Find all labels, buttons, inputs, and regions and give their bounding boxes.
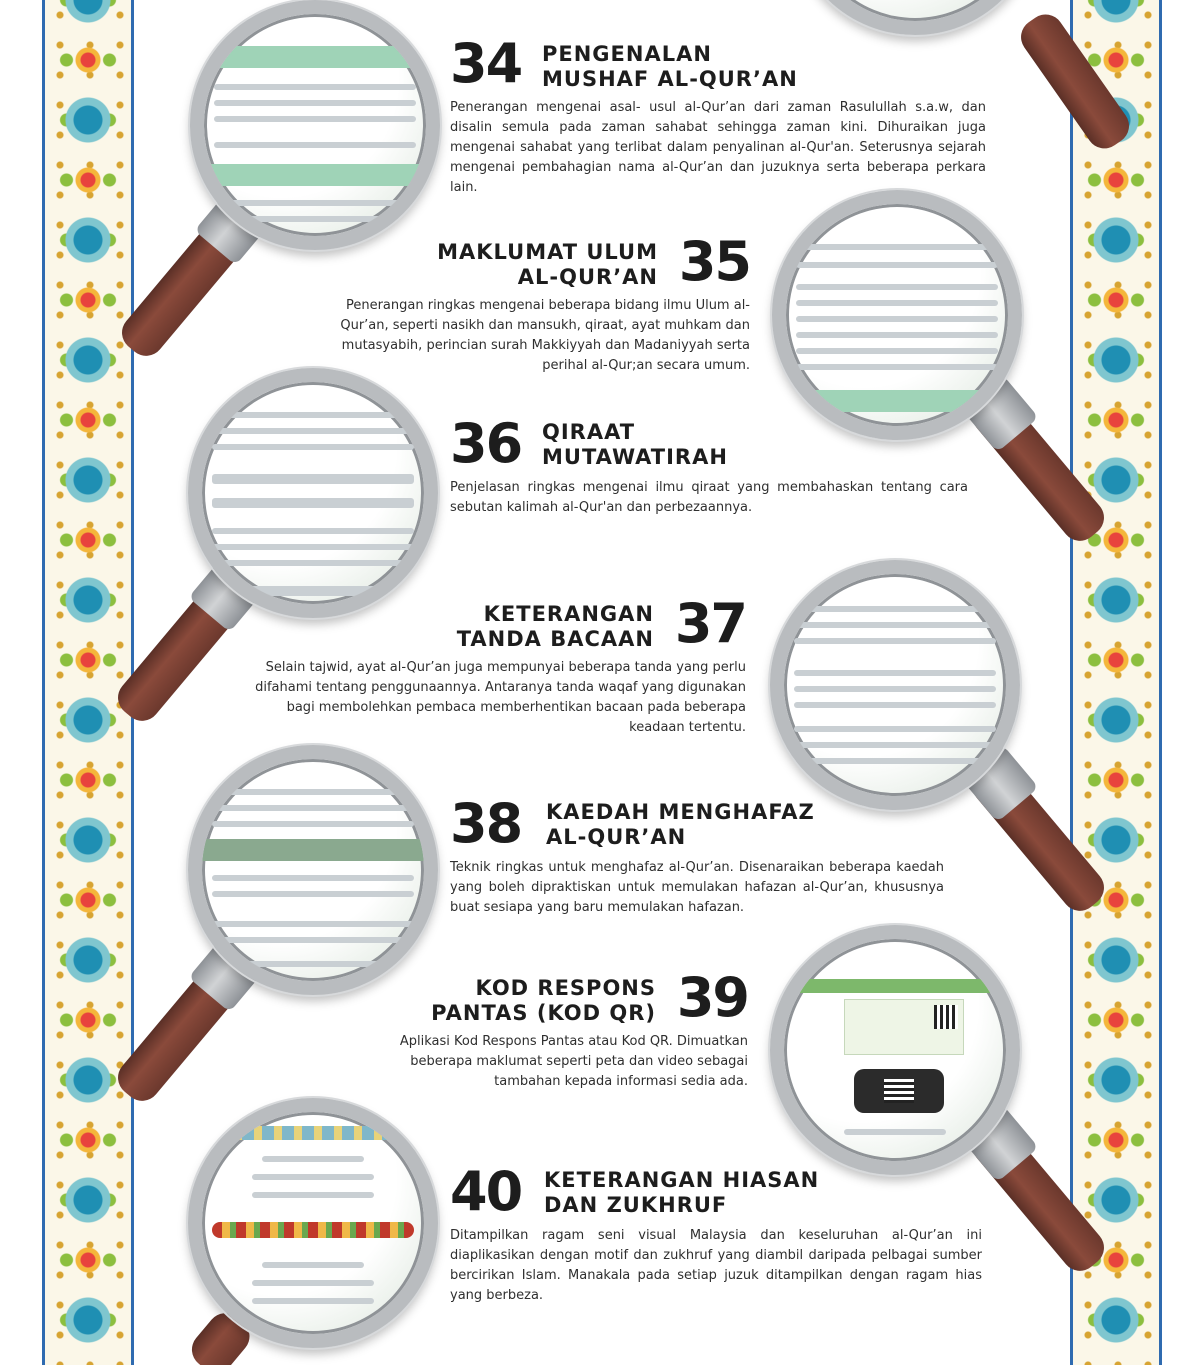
section-title-line1: KETERANGAN HIASAN: [544, 1168, 820, 1192]
section-39: [366, 966, 748, 1092]
magnifier-lens: [772, 190, 1022, 440]
magnifier-lens: [790, 0, 1040, 35]
magnifier-lens: [770, 925, 1020, 1175]
section-title-line2: MUTAWATIRAH: [542, 445, 728, 469]
section-description: Penerangan mengenai asal- usul al-Qur’an dari zaman Rasulullah s.a.w, dan disalin semula pada zaman sahabat sehingga zaman kini. Dihuraikan juga mengenai sahabat yang terlibat dalam penyalinan al-Qur'an. Seterusnya sejarah mengenai pembahagian nama al-Qur’an dan juzuknya serta beberapa perkara lain.: [450, 100, 986, 195]
magnifier-lens: [190, 0, 440, 250]
section-title-line2: MUSHAF AL-QUR’AN: [542, 67, 798, 91]
magnifier-36: [188, 368, 438, 618]
magnifier-39: [770, 925, 1020, 1175]
section-38: [450, 792, 944, 918]
magnifier-38: [188, 745, 438, 995]
section-description: Aplikasi Kod Respons Pantas atau Kod QR. Dimuatkan beberapa maklumat seperti peta dan video sebagai tambahan kepada informasi sedia ada.: [399, 1034, 748, 1089]
section-title-line2: AL-QUR’AN: [517, 265, 658, 289]
section-title-line1: KETERANGAN: [483, 602, 654, 626]
section-description: Penerangan ringkas mengenai beberapa bidang ilmu Ulum al-Qur’an, seperti nasikh dan mansukh, qiraat, ayat muhkam dan mutasyabih, perincian surah Makkiyyah dan Madaniyyah serta perihal al-Qur;an secara umum.: [340, 298, 750, 373]
magnifier-lens: [188, 1098, 438, 1348]
section-number: 35: [678, 230, 750, 293]
magnifier-lens: [188, 745, 438, 995]
section-number: 37: [674, 592, 746, 655]
magnifier-lens: [770, 560, 1020, 810]
section-title-line1: MAKLUMAT ULUM: [437, 240, 658, 264]
magnifier-lens: [188, 368, 438, 618]
section-34: [450, 32, 986, 198]
magnifier-34: [190, 0, 440, 250]
section-number: 38: [450, 792, 522, 855]
section-description: Selain tajwid, ayat al-Qur’an juga mempunyai beberapa tanda yang perlu difahami tentang penggunaannya. Antaranya tanda waqaf yang digunakan bagi membolehkan pembaca memberhentikan bacaan pada beberapa keadaan tertentu.: [255, 660, 746, 735]
magnifier-40: [188, 1098, 438, 1348]
right-ornament-border: [1070, 0, 1162, 1365]
section-number: 34: [450, 32, 522, 95]
section-description: Teknik ringkas untuk menghafaz al-Qur’an. Disenaraikan beberapa kaedah yang boleh dipraktiskan untuk memulakan hafazan al-Qur’an, khususnya buat sesiapa yang baru memulakan hafazan.: [450, 860, 944, 915]
section-36: [450, 412, 968, 518]
section-title-line2: PANTAS (KOD QR): [431, 1001, 656, 1025]
section-35: [298, 230, 750, 376]
section-title-line1: KAEDAH MENGHAFAZ: [546, 800, 815, 824]
section-number: 36: [450, 412, 522, 475]
section-title-line2: DAN ZUKHRUF: [544, 1193, 728, 1217]
section-title-line1: PENGENALAN: [542, 42, 712, 66]
section-title-line2: AL-QUR’AN: [546, 825, 687, 849]
section-description: Ditampilkan ragam seni visual Malaysia dan keseluruhan al-Qur’an ini diaplikasikan dengan motif dan zukhruf yang diambil daripada pelbagai sumber bercirikan Islam. Manakala pada setiap juzuk ditampilkan dengan ragam hias yang berbeza.: [450, 1228, 982, 1303]
section-title-line1: KOD RESPONS: [475, 976, 656, 1000]
section-number: 39: [676, 966, 748, 1029]
section-description: Penjelasan ringkas mengenai ilmu qiraat yang membahaskan tentang cara sebutan kalimah al-Qur'an dan perbezaannya.: [450, 480, 968, 515]
section-37: [244, 592, 746, 738]
magnifier-top-partial: [790, 0, 1040, 35]
magnifier-37: [770, 560, 1020, 810]
section-40: [450, 1160, 982, 1306]
magnifier-35: [772, 190, 1022, 440]
section-number: 40: [450, 1160, 522, 1223]
left-ornament-border: [42, 0, 134, 1365]
section-title-line2: TANDA BACAAN: [456, 627, 654, 651]
section-title-line1: QIRAAT: [542, 420, 636, 444]
